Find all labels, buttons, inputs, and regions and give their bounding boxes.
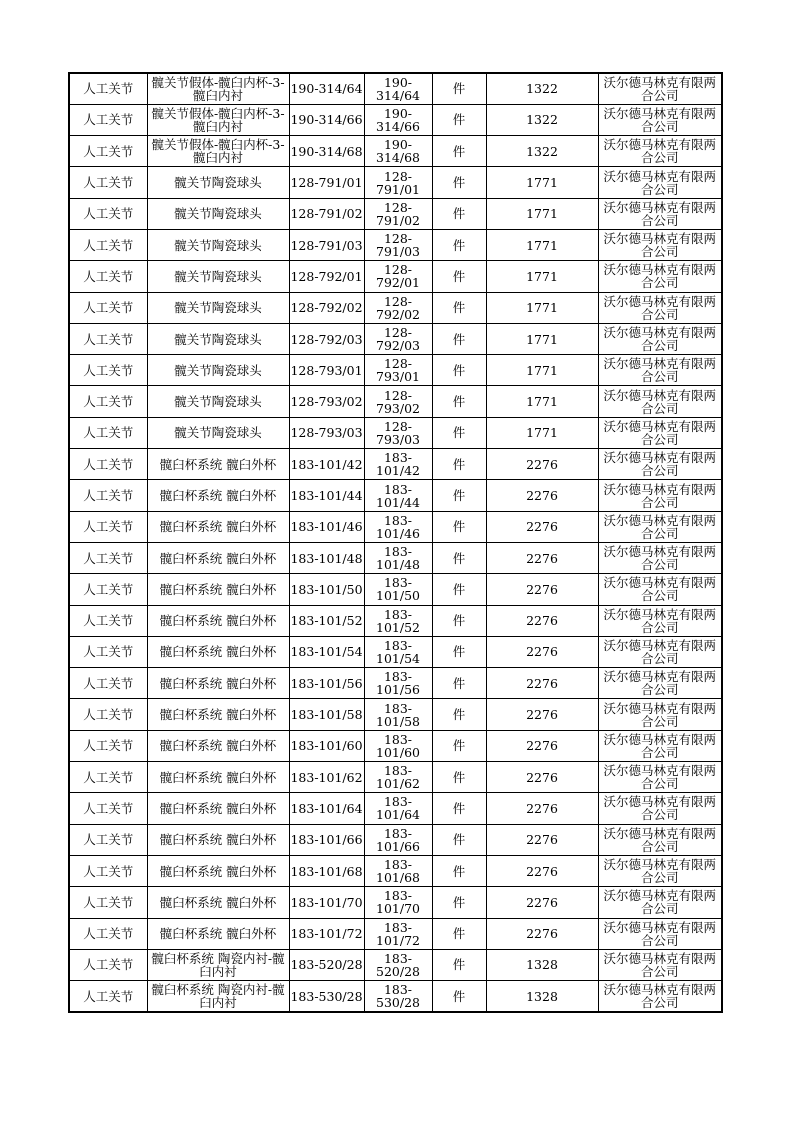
model-cell: 128-792/03 <box>364 323 432 354</box>
spec-cell: 183-101/44 <box>289 480 364 511</box>
model-cell: 183-101/64 <box>364 793 432 824</box>
spec-cell: 183-101/46 <box>289 511 364 542</box>
model-cell: 183-101/44 <box>364 480 432 511</box>
product-name-cell: 髋关节陶瓷球头 <box>147 417 289 448</box>
product-table-body <box>69 73 722 1012</box>
table-row <box>69 668 722 699</box>
spec-cell: 183-101/58 <box>289 699 364 730</box>
table-row <box>69 605 722 636</box>
table-row <box>69 699 722 730</box>
category-cell: 人工关节 <box>69 449 147 480</box>
category-cell: 人工关节 <box>69 824 147 855</box>
spec-cell: 128-792/03 <box>289 323 364 354</box>
unit-cell: 件 <box>432 793 486 824</box>
category-cell: 人工关节 <box>69 699 147 730</box>
manufacturer-cell: 沃尔德马林克有限两合公司 <box>598 511 722 542</box>
code-cell: 2276 <box>486 793 598 824</box>
manufacturer-cell: 沃尔德马林克有限两合公司 <box>598 636 722 667</box>
unit-cell: 件 <box>432 730 486 761</box>
product-name-cell: 髋关节陶瓷球头 <box>147 323 289 354</box>
model-cell: 128-792/01 <box>364 261 432 292</box>
unit-cell: 件 <box>432 981 486 1012</box>
category-cell: 人工关节 <box>69 762 147 793</box>
model-cell: 183-101/70 <box>364 887 432 918</box>
unit-cell: 件 <box>432 636 486 667</box>
model-cell: 128-791/01 <box>364 167 432 198</box>
unit-cell: 件 <box>432 229 486 260</box>
unit-cell: 件 <box>432 605 486 636</box>
unit-cell: 件 <box>432 699 486 730</box>
manufacturer-cell: 沃尔德马林克有限两合公司 <box>598 386 722 417</box>
product-name-cell: 髋臼杯系统 髋臼外杯 <box>147 542 289 573</box>
code-cell: 2276 <box>486 699 598 730</box>
product-name-cell: 髋臼杯系统 陶瓷内衬-髋臼内衬 <box>147 981 289 1012</box>
model-cell: 190-314/64 <box>364 73 432 104</box>
spec-cell: 183-101/56 <box>289 668 364 699</box>
table-row <box>69 636 722 667</box>
unit-cell: 件 <box>432 136 486 167</box>
code-cell: 2276 <box>486 605 598 636</box>
product-name-cell: 髋臼杯系统 髋臼外杯 <box>147 887 289 918</box>
manufacturer-cell: 沃尔德马林克有限两合公司 <box>598 136 722 167</box>
code-cell: 2276 <box>486 449 598 480</box>
code-cell: 1771 <box>486 355 598 386</box>
code-cell: 2276 <box>486 636 598 667</box>
unit-cell: 件 <box>432 574 486 605</box>
table-row <box>69 730 722 761</box>
table-row <box>69 104 722 135</box>
product-name-cell: 髋臼杯系统 髋臼外杯 <box>147 793 289 824</box>
manufacturer-cell: 沃尔德马林克有限两合公司 <box>598 887 722 918</box>
category-cell: 人工关节 <box>69 668 147 699</box>
unit-cell: 件 <box>432 355 486 386</box>
product-name-cell: 髋关节陶瓷球头 <box>147 261 289 292</box>
spec-cell: 128-791/02 <box>289 198 364 229</box>
table-row <box>69 887 722 918</box>
table-row <box>69 198 722 229</box>
product-name-cell: 髋关节陶瓷球头 <box>147 167 289 198</box>
product-name-cell: 髋关节假体-髋臼内杯-3-髋臼内衬 <box>147 136 289 167</box>
model-cell: 183-101/68 <box>364 855 432 886</box>
spec-cell: 183-101/60 <box>289 730 364 761</box>
code-cell: 1771 <box>486 417 598 448</box>
model-cell: 183-101/58 <box>364 699 432 730</box>
unit-cell: 件 <box>432 73 486 104</box>
category-cell: 人工关节 <box>69 511 147 542</box>
category-cell: 人工关节 <box>69 261 147 292</box>
manufacturer-cell: 沃尔德马林克有限两合公司 <box>598 355 722 386</box>
table-row <box>69 574 722 605</box>
unit-cell: 件 <box>432 198 486 229</box>
manufacturer-cell: 沃尔德马林克有限两合公司 <box>598 730 722 761</box>
code-cell: 1771 <box>486 229 598 260</box>
model-cell: 183-101/66 <box>364 824 432 855</box>
manufacturer-cell: 沃尔德马林克有限两合公司 <box>598 104 722 135</box>
category-cell: 人工关节 <box>69 104 147 135</box>
unit-cell: 件 <box>432 386 486 417</box>
unit-cell: 件 <box>432 918 486 949</box>
code-cell: 1328 <box>486 981 598 1012</box>
spec-cell: 183-101/68 <box>289 855 364 886</box>
model-cell: 183-520/28 <box>364 949 432 980</box>
model-cell: 183-101/56 <box>364 668 432 699</box>
table-row <box>69 355 722 386</box>
table-row <box>69 167 722 198</box>
unit-cell: 件 <box>432 855 486 886</box>
table-row <box>69 949 722 980</box>
unit-cell: 件 <box>432 261 486 292</box>
table-row <box>69 386 722 417</box>
category-cell: 人工关节 <box>69 198 147 229</box>
product-name-cell: 髋臼杯系统 髋臼外杯 <box>147 449 289 480</box>
spec-cell: 183-530/28 <box>289 981 364 1012</box>
code-cell: 2276 <box>486 887 598 918</box>
code-cell: 2276 <box>486 668 598 699</box>
model-cell: 128-793/01 <box>364 355 432 386</box>
spec-cell: 183-101/54 <box>289 636 364 667</box>
code-cell: 2276 <box>486 855 598 886</box>
code-cell: 1328 <box>486 949 598 980</box>
code-cell: 1771 <box>486 261 598 292</box>
category-cell: 人工关节 <box>69 542 147 573</box>
model-cell: 128-791/03 <box>364 229 432 260</box>
manufacturer-cell: 沃尔德马林克有限两合公司 <box>598 762 722 793</box>
unit-cell: 件 <box>432 824 486 855</box>
category-cell: 人工关节 <box>69 730 147 761</box>
unit-cell: 件 <box>432 511 486 542</box>
model-cell: 183-101/54 <box>364 636 432 667</box>
table-row <box>69 762 722 793</box>
unit-cell: 件 <box>432 542 486 573</box>
unit-cell: 件 <box>432 323 486 354</box>
spec-cell: 183-101/50 <box>289 574 364 605</box>
category-cell: 人工关节 <box>69 73 147 104</box>
manufacturer-cell: 沃尔德马林克有限两合公司 <box>598 824 722 855</box>
spec-cell: 128-792/02 <box>289 292 364 323</box>
category-cell: 人工关节 <box>69 167 147 198</box>
table-row <box>69 449 722 480</box>
table-row <box>69 417 722 448</box>
model-cell: 183-101/62 <box>364 762 432 793</box>
spec-cell: 183-101/48 <box>289 542 364 573</box>
manufacturer-cell: 沃尔德马林克有限两合公司 <box>598 981 722 1012</box>
table-row <box>69 323 722 354</box>
code-cell: 1322 <box>486 136 598 167</box>
model-cell: 128-793/02 <box>364 386 432 417</box>
category-cell: 人工关节 <box>69 918 147 949</box>
model-cell: 183-101/72 <box>364 918 432 949</box>
model-cell: 183-101/42 <box>364 449 432 480</box>
spec-cell: 183-520/28 <box>289 949 364 980</box>
unit-cell: 件 <box>432 449 486 480</box>
code-cell: 2276 <box>486 511 598 542</box>
spec-cell: 128-791/03 <box>289 229 364 260</box>
unit-cell: 件 <box>432 167 486 198</box>
manufacturer-cell: 沃尔德马林克有限两合公司 <box>598 793 722 824</box>
code-cell: 1771 <box>486 167 598 198</box>
manufacturer-cell: 沃尔德马林克有限两合公司 <box>598 605 722 636</box>
unit-cell: 件 <box>432 949 486 980</box>
table-row <box>69 824 722 855</box>
spec-cell: 183-101/66 <box>289 824 364 855</box>
manufacturer-cell: 沃尔德马林克有限两合公司 <box>598 167 722 198</box>
product-name-cell: 髋臼杯系统 髋臼外杯 <box>147 480 289 511</box>
manufacturer-cell: 沃尔德马林克有限两合公司 <box>598 292 722 323</box>
spec-cell: 128-792/01 <box>289 261 364 292</box>
category-cell: 人工关节 <box>69 574 147 605</box>
product-name-cell: 髋臼杯系统 髋臼外杯 <box>147 699 289 730</box>
table-row <box>69 511 722 542</box>
model-cell: 183-101/60 <box>364 730 432 761</box>
model-cell: 183-101/52 <box>364 605 432 636</box>
model-cell: 190-314/68 <box>364 136 432 167</box>
product-name-cell: 髋臼杯系统 髋臼外杯 <box>147 511 289 542</box>
category-cell: 人工关节 <box>69 855 147 886</box>
model-cell: 183-530/28 <box>364 981 432 1012</box>
product-table <box>68 72 723 1013</box>
category-cell: 人工关节 <box>69 480 147 511</box>
product-name-cell: 髋关节陶瓷球头 <box>147 229 289 260</box>
spec-cell: 128-793/01 <box>289 355 364 386</box>
product-name-cell: 髋关节陶瓷球头 <box>147 198 289 229</box>
category-cell: 人工关节 <box>69 292 147 323</box>
spec-cell: 128-793/02 <box>289 386 364 417</box>
product-name-cell: 髋臼杯系统 髋臼外杯 <box>147 605 289 636</box>
code-cell: 2276 <box>486 918 598 949</box>
spec-cell: 183-101/72 <box>289 918 364 949</box>
product-name-cell: 髋臼杯系统 髋臼外杯 <box>147 918 289 949</box>
code-cell: 1322 <box>486 73 598 104</box>
manufacturer-cell: 沃尔德马林克有限两合公司 <box>598 574 722 605</box>
model-cell: 128-791/02 <box>364 198 432 229</box>
manufacturer-cell: 沃尔德马林克有限两合公司 <box>598 918 722 949</box>
spec-cell: 183-101/52 <box>289 605 364 636</box>
table-row <box>69 229 722 260</box>
unit-cell: 件 <box>432 104 486 135</box>
manufacturer-cell: 沃尔德马林克有限两合公司 <box>598 229 722 260</box>
category-cell: 人工关节 <box>69 229 147 260</box>
product-name-cell: 髋臼杯系统 髋臼外杯 <box>147 855 289 886</box>
manufacturer-cell: 沃尔德马林克有限两合公司 <box>598 480 722 511</box>
model-cell: 183-101/48 <box>364 542 432 573</box>
spec-cell: 183-101/42 <box>289 449 364 480</box>
code-cell: 2276 <box>486 574 598 605</box>
unit-cell: 件 <box>432 292 486 323</box>
category-cell: 人工关节 <box>69 355 147 386</box>
category-cell: 人工关节 <box>69 793 147 824</box>
code-cell: 1771 <box>486 323 598 354</box>
code-cell: 2276 <box>486 730 598 761</box>
manufacturer-cell: 沃尔德马林克有限两合公司 <box>598 855 722 886</box>
code-cell: 1322 <box>486 104 598 135</box>
manufacturer-cell: 沃尔德马林克有限两合公司 <box>598 699 722 730</box>
table-row <box>69 542 722 573</box>
table-row <box>69 480 722 511</box>
category-cell: 人工关节 <box>69 386 147 417</box>
unit-cell: 件 <box>432 887 486 918</box>
table-row <box>69 918 722 949</box>
code-cell: 2276 <box>486 762 598 793</box>
unit-cell: 件 <box>432 668 486 699</box>
product-name-cell: 髋关节陶瓷球头 <box>147 355 289 386</box>
unit-cell: 件 <box>432 762 486 793</box>
spec-cell: 128-793/03 <box>289 417 364 448</box>
model-cell: 183-101/50 <box>364 574 432 605</box>
unit-cell: 件 <box>432 417 486 448</box>
product-name-cell: 髋臼杯系统 髋臼外杯 <box>147 730 289 761</box>
category-cell: 人工关节 <box>69 417 147 448</box>
category-cell: 人工关节 <box>69 636 147 667</box>
model-cell: 190-314/66 <box>364 104 432 135</box>
manufacturer-cell: 沃尔德马林克有限两合公司 <box>598 417 722 448</box>
product-name-cell: 髋关节陶瓷球头 <box>147 292 289 323</box>
spec-cell: 183-101/62 <box>289 762 364 793</box>
unit-cell: 件 <box>432 480 486 511</box>
product-name-cell: 髋臼杯系统 髋臼外杯 <box>147 574 289 605</box>
category-cell: 人工关节 <box>69 323 147 354</box>
table-row <box>69 136 722 167</box>
table-row <box>69 292 722 323</box>
manufacturer-cell: 沃尔德马林克有限两合公司 <box>598 949 722 980</box>
table-row <box>69 261 722 292</box>
model-cell: 128-792/02 <box>364 292 432 323</box>
category-cell: 人工关节 <box>69 605 147 636</box>
table-row <box>69 793 722 824</box>
manufacturer-cell: 沃尔德马林克有限两合公司 <box>598 323 722 354</box>
product-name-cell: 髋关节假体-髋臼内杯-3-髋臼内衬 <box>147 104 289 135</box>
product-name-cell: 髋关节陶瓷球头 <box>147 386 289 417</box>
manufacturer-cell: 沃尔德马林克有限两合公司 <box>598 668 722 699</box>
spec-cell: 190-314/66 <box>289 104 364 135</box>
category-cell: 人工关节 <box>69 981 147 1012</box>
table-row <box>69 981 722 1012</box>
manufacturer-cell: 沃尔德马林克有限两合公司 <box>598 73 722 104</box>
code-cell: 2276 <box>486 824 598 855</box>
product-name-cell: 髋臼杯系统 髋臼外杯 <box>147 636 289 667</box>
code-cell: 1771 <box>486 292 598 323</box>
model-cell: 128-793/03 <box>364 417 432 448</box>
spec-cell: 183-101/64 <box>289 793 364 824</box>
manufacturer-cell: 沃尔德马林克有限两合公司 <box>598 261 722 292</box>
product-name-cell: 髋臼杯系统 陶瓷内衬-髋臼内衬 <box>147 949 289 980</box>
table-row <box>69 855 722 886</box>
spec-cell: 190-314/64 <box>289 73 364 104</box>
table-row <box>69 73 722 104</box>
code-cell: 1771 <box>486 198 598 229</box>
code-cell: 2276 <box>486 542 598 573</box>
code-cell: 1771 <box>486 386 598 417</box>
category-cell: 人工关节 <box>69 887 147 918</box>
model-cell: 183-101/46 <box>364 511 432 542</box>
category-cell: 人工关节 <box>69 136 147 167</box>
product-name-cell: 髋关节假体-髋臼内杯-3-髋臼内衬 <box>147 73 289 104</box>
product-name-cell: 髋臼杯系统 髋臼外杯 <box>147 824 289 855</box>
spec-cell: 190-314/68 <box>289 136 364 167</box>
spec-cell: 128-791/01 <box>289 167 364 198</box>
category-cell: 人工关节 <box>69 949 147 980</box>
product-name-cell: 髋臼杯系统 髋臼外杯 <box>147 762 289 793</box>
manufacturer-cell: 沃尔德马林克有限两合公司 <box>598 449 722 480</box>
code-cell: 2276 <box>486 480 598 511</box>
manufacturer-cell: 沃尔德马林克有限两合公司 <box>598 542 722 573</box>
spec-cell: 183-101/70 <box>289 887 364 918</box>
product-name-cell: 髋臼杯系统 髋臼外杯 <box>147 668 289 699</box>
manufacturer-cell: 沃尔德马林克有限两合公司 <box>598 198 722 229</box>
